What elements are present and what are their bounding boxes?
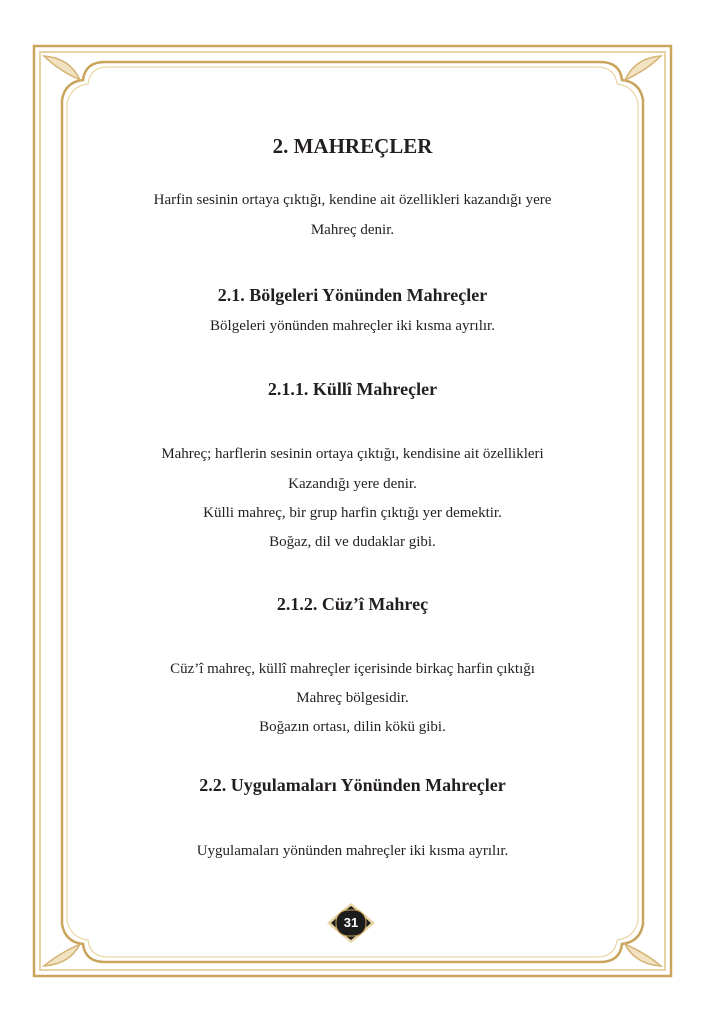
section-2-2-text: Uygulamaları yönünden mahreçler iki kısma ayrılır. — [196, 843, 509, 859]
section-2-1-text: Bölgeleri yönünden mahreçler iki kısma ayrılır. — [210, 318, 495, 334]
section-2-1-1-line-4: Boğaz, dil ve dudaklar gibi. — [269, 534, 436, 550]
section-heading-2-1-1: 2.1.1. Küllî Mahreçler — [267, 379, 438, 399]
page-number: 31 — [343, 915, 359, 930]
section-2-1-1-line-3: Külli mahreç, bir grup harfin çıktığı yer demektir. — [203, 505, 502, 521]
section-2-1-1-line-2: Kazandığı yere denir. — [288, 476, 417, 492]
intro-line-1: Harfin sesinin ortaya çıktığı, kendine ait özellikleri kazandığı yere — [153, 192, 552, 208]
section-2-1-2-line-2: Mahreç bölgesidir. — [296, 690, 409, 706]
section-2-1-1-line-1: Mahreç; harflerin sesinin ortaya çıktığı, kendisine ait özellikleri — [161, 446, 544, 462]
page-title: 2. MAHREÇLER — [272, 134, 433, 158]
section-2-1-2-line-1: Cüz’î mahreç, küllî mahreçler içerisinde birkaç harfin çıktığı — [170, 661, 535, 677]
section-heading-2-1-2: 2.1.2. Cüz’î Mahreç — [276, 594, 429, 614]
corner-ornament-bottom-left — [44, 944, 80, 966]
intro-line-2: Mahreç denir. — [310, 222, 395, 238]
section-heading-2-2: 2.2. Uygulamaları Yönünden Mahreçler — [199, 775, 506, 795]
section-2-1-2-line-3: Boğazın ortası, dilin kökü gibi. — [259, 719, 446, 735]
corner-ornament-top-left — [44, 56, 80, 80]
section-heading-2-1: 2.1. Bölgeleri Yönünden Mahreçler — [217, 285, 488, 305]
corner-ornament-bottom-right — [625, 944, 661, 966]
corner-ornament-top-right — [625, 56, 661, 80]
